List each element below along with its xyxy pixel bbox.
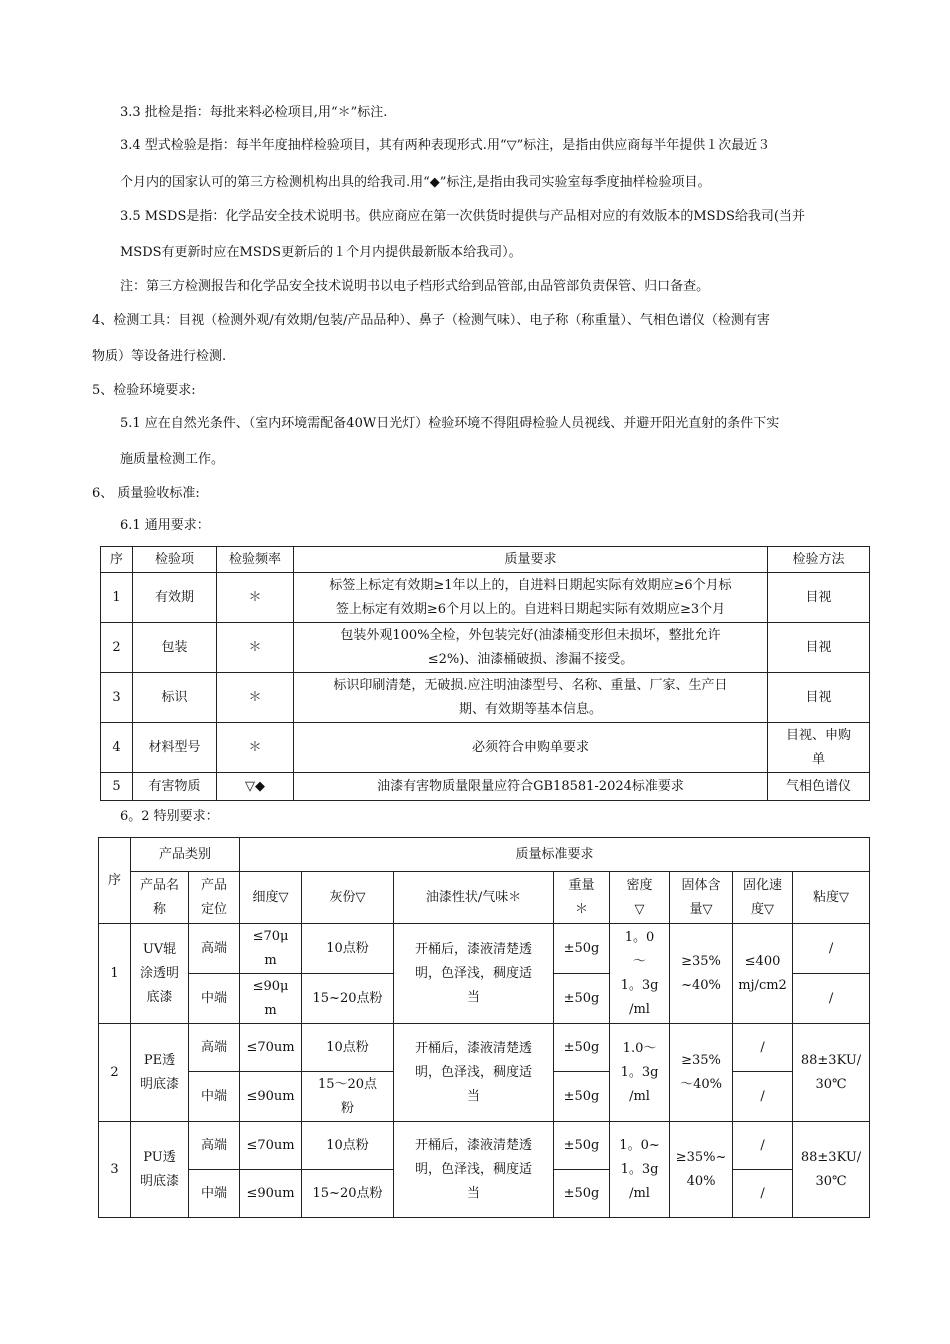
header-no: 序	[101, 547, 133, 573]
header-quality: 质量标准要求	[240, 838, 870, 872]
property	[394, 1024, 554, 1122]
header-line: 产品	[201, 877, 228, 893]
header-line: ＊	[575, 901, 589, 917]
row-item: 包装	[133, 623, 217, 673]
cell-line: mj/cm2	[738, 977, 787, 993]
property	[394, 924, 554, 1024]
cell-line: 明，色泽浅，稠度适	[415, 965, 533, 981]
weight: ±50g	[554, 1170, 610, 1218]
curing: /	[733, 1024, 793, 1072]
viscosity: /	[793, 974, 870, 1024]
header-category: 产品类别	[131, 838, 240, 872]
table-row	[99, 924, 870, 974]
density	[610, 924, 670, 1024]
row-item: 有效期	[133, 573, 217, 623]
cell-line: 开桶后，漆液清楚透	[415, 941, 533, 957]
ash	[302, 1072, 394, 1122]
table-header-row	[101, 547, 870, 573]
header-line: ▽	[634, 901, 645, 917]
row-requirement: 必须符合申购单要求	[294, 723, 768, 773]
cell-line: 1。0	[624, 929, 655, 945]
header-line: 固体含	[681, 877, 721, 893]
paragraph-4-line1: 4、检测工具：目视（检测外观/有效期/包装/产品品种）、鼻子（检测气味）、电子称（称重量）、气相色谱仪（检测有害	[92, 313, 770, 328]
header-line: 产品名	[139, 877, 179, 893]
viscosity	[793, 1024, 870, 1122]
cell-line: ≥35%	[681, 953, 721, 969]
row-frequency: ＊	[217, 623, 294, 673]
cell-line: 1。3g	[620, 1161, 659, 1177]
header-fineness: 细度▽	[240, 872, 302, 924]
row-no: 1	[101, 573, 133, 623]
header-item: 检验项	[133, 547, 217, 573]
cell-line: 粉	[341, 1100, 355, 1116]
section-6-2-heading: 6。2 特别要求：	[120, 809, 219, 824]
density	[610, 1122, 670, 1218]
weight: ±50g	[554, 1122, 610, 1170]
paragraph-5-1-line2: 施质量检测工作。	[120, 452, 225, 467]
group-no: 2	[99, 1024, 131, 1122]
product-position: 中端	[189, 1072, 240, 1122]
solid	[670, 1024, 733, 1122]
curing	[733, 924, 793, 1024]
table-row	[101, 773, 870, 801]
ash: 15~20点粉	[302, 974, 394, 1024]
requirement-line: 期、有效期等基本信息。	[458, 701, 602, 717]
row-requirement	[294, 623, 768, 673]
cell-line: 1。3g	[620, 1064, 659, 1080]
table-row	[101, 673, 870, 723]
group-no: 1	[99, 924, 131, 1024]
section-6-heading: 6、 质量验收标准:	[92, 486, 200, 501]
row-no: 3	[101, 673, 133, 723]
header-line: 定位	[201, 901, 228, 917]
header-line: 称	[152, 901, 166, 917]
cell-line: 30℃	[815, 1173, 847, 1189]
header-weight	[554, 872, 610, 924]
header-product-name	[131, 872, 189, 924]
cell-line: ～	[633, 953, 647, 969]
fineness	[240, 924, 302, 974]
row-frequency: ▽◆	[217, 773, 294, 801]
viscosity	[793, 1122, 870, 1218]
row-no: 4	[101, 723, 133, 773]
requirement-line: 标签上标定有效期≥1年以上的，自进料日期起实际有效期应≥6个月标	[329, 577, 732, 593]
row-requirement: 油漆有害物质量限量应符合GB18581-2024标准要求	[294, 773, 768, 801]
special-requirements-table	[98, 837, 870, 1218]
cell-line: ≥35%	[681, 1052, 721, 1068]
cell-line: UV辊	[142, 941, 177, 957]
cell-line: ≥35%~	[675, 1149, 727, 1165]
note-paragraph: 注：第三方检测报告和化学品安全技术说明书以电子档形式给到品管部,由品管部负责保管、归口备查。	[120, 279, 710, 294]
cell-line: 明底漆	[139, 1076, 179, 1092]
row-method: 目视	[768, 673, 870, 723]
table-header-row	[99, 838, 870, 872]
cell-line: 88±3KU/	[800, 1052, 862, 1068]
cell-line: ~40%	[681, 977, 721, 993]
row-no: 2	[101, 623, 133, 673]
paragraph-4-line2: 物质）等设备进行检测.	[92, 349, 227, 364]
method-line: 目视、申购	[785, 727, 851, 743]
header-no: 序	[99, 838, 131, 924]
weight: ±50g	[554, 1072, 610, 1122]
product-position: 高端	[189, 1024, 240, 1072]
cell-line: 30℃	[815, 1076, 847, 1092]
paragraph-3-4-line2: 个月内的国家认可的第三方检测机构出具的给我司.用“◆”标注,是指由我司实验室每季度抽样检验项目。	[120, 175, 711, 190]
paragraph-3-3: 3.3 批检是指：每批来料必检项目,用“＊”标注.	[120, 105, 388, 120]
general-requirements-table	[100, 546, 870, 801]
header-frequency: 检验频率	[217, 547, 294, 573]
cell-line: 开桶后，漆液清楚透	[415, 1137, 533, 1153]
table-row	[101, 723, 870, 773]
cell-line: /ml	[629, 1185, 650, 1201]
product-name	[131, 1024, 189, 1122]
cell-line: 当	[467, 1185, 481, 1201]
weight: ±50g	[554, 1024, 610, 1072]
row-requirement	[294, 673, 768, 723]
header-property: 油漆性状/气味＊	[394, 872, 554, 924]
cell-line: ≤400	[744, 953, 781, 969]
requirement-line: 包装外观100%全检，外包装完好(油漆桶变形但未损坏，整批允许	[340, 627, 721, 643]
cell-line: 88±3KU/	[800, 1149, 862, 1165]
cell-line: /ml	[629, 1088, 650, 1104]
table-row	[101, 573, 870, 623]
row-no: 5	[101, 773, 133, 801]
cell-line: ≤90μ	[252, 978, 289, 994]
row-method: 目视	[768, 573, 870, 623]
cell-line: 明，色泽浅，稠度适	[415, 1064, 533, 1080]
header-ash: 灰份▽	[302, 872, 394, 924]
paragraph-3-5-line2: MSDS有更新时应在MSDS更新后的１个月内提供最新版本给我司）。	[120, 245, 522, 260]
product-position: 高端	[189, 924, 240, 974]
header-requirement: 质量要求	[294, 547, 768, 573]
requirement-line: ≤2%)、油漆桶破损、渗漏不接受。	[427, 651, 634, 667]
product-name	[131, 924, 189, 1024]
header-density	[610, 872, 670, 924]
ash: 10点粉	[302, 1024, 394, 1072]
cell-line: 1。3g	[620, 977, 659, 993]
viscosity: /	[793, 924, 870, 974]
product-name	[131, 1122, 189, 1218]
row-method: 目视	[768, 623, 870, 673]
cell-line: 明，色泽浅，稠度适	[415, 1161, 533, 1177]
cell-line: PU透	[143, 1149, 176, 1165]
solid	[670, 1122, 733, 1218]
ash: 10点粉	[302, 1122, 394, 1170]
cell-line: 涂透明	[139, 965, 179, 981]
header-solid	[670, 872, 733, 924]
cell-line: /ml	[629, 1001, 650, 1017]
method-line: 单	[811, 751, 825, 767]
header-viscosity: 粘度▽	[793, 872, 870, 924]
curing: /	[733, 1072, 793, 1122]
ash: 15~20点粉	[302, 1170, 394, 1218]
row-item: 标识	[133, 673, 217, 723]
table-subheader-row	[99, 872, 870, 924]
ash: 10点粉	[302, 924, 394, 974]
header-curing	[733, 872, 793, 924]
curing: /	[733, 1170, 793, 1218]
row-item: 材料型号	[133, 723, 217, 773]
cell-line: 15～20点	[317, 1076, 378, 1092]
cell-line: 当	[467, 989, 481, 1005]
cell-line: 1。0~	[619, 1137, 660, 1153]
solid	[670, 924, 733, 1024]
cell-line: 开桶后，漆液清楚透	[415, 1040, 533, 1056]
row-frequency: ＊	[217, 573, 294, 623]
table-row	[99, 1122, 870, 1170]
header-line: 量▽	[689, 901, 713, 917]
requirement-line: 签上标定有效期≥6个月以上的。自进料日期起实际有效期应≥3个月	[335, 601, 726, 617]
requirement-line: 标识印刷清楚，无破损.应注明油漆型号、名称、重量、厂家、生产日	[333, 677, 728, 693]
curing: /	[733, 1122, 793, 1170]
group-no: 3	[99, 1122, 131, 1218]
weight: ±50g	[554, 974, 610, 1024]
cell-line: 1.0～	[622, 1040, 657, 1056]
fineness: ≤90um	[240, 1072, 302, 1122]
fineness: ≤90um	[240, 1170, 302, 1218]
paragraph-5-1-line1: 5.1 应在自然光条件、（室内环境需配备40W日光灯）检验环境不得阻碍检验人员视线、并避开阳光直射的条件下实	[120, 416, 780, 431]
header-position	[189, 872, 240, 924]
row-frequency: ＊	[217, 723, 294, 773]
weight: ±50g	[554, 924, 610, 974]
cell-line: 40%	[686, 1173, 716, 1189]
fineness: ≤70um	[240, 1024, 302, 1072]
section-5-heading: 5、检验环境要求:	[92, 383, 196, 398]
header-line: 重量	[568, 877, 595, 893]
section-6-1-heading: 6.1 通用要求：	[120, 518, 210, 533]
paragraph-3-5-line1: 3.5 MSDS是指：化学品安全技术说明书。供应商应在第一次供货时提供与产品相对应的有效版本的MSDS给我司(当并	[120, 209, 805, 224]
header-line: 密度	[626, 877, 653, 893]
table-row	[101, 623, 870, 673]
fineness	[240, 974, 302, 1024]
cell-line: 当	[467, 1088, 481, 1104]
property	[394, 1122, 554, 1218]
cell-line: ～40%	[680, 1076, 722, 1092]
product-position: 中端	[189, 1170, 240, 1218]
cell-line: m	[264, 1002, 277, 1018]
header-line: 固化速	[743, 877, 783, 893]
header-line: 度▽	[751, 901, 775, 917]
paragraph-3-4-line1: 3.4 型式检验是指：每半年度抽样检验项目，其有两种表现形式.用“▽”标注，是指由供应商每半年提供１次最近３	[120, 138, 771, 153]
density	[610, 1024, 670, 1122]
cell-line: m	[264, 952, 277, 968]
table-row	[99, 1024, 870, 1072]
cell-line: ≤70μ	[252, 928, 289, 944]
cell-line: 底漆	[146, 989, 173, 1005]
cell-line: PE透	[143, 1052, 176, 1068]
row-frequency: ＊	[217, 673, 294, 723]
row-method	[768, 723, 870, 773]
cell-line: 明底漆	[139, 1173, 179, 1189]
fineness: ≤70um	[240, 1122, 302, 1170]
row-method: 气相色谱仪	[768, 773, 870, 801]
row-item: 有害物质	[133, 773, 217, 801]
header-method: 检验方法	[768, 547, 870, 573]
row-requirement	[294, 573, 768, 623]
product-position: 中端	[189, 974, 240, 1024]
product-position: 高端	[189, 1122, 240, 1170]
